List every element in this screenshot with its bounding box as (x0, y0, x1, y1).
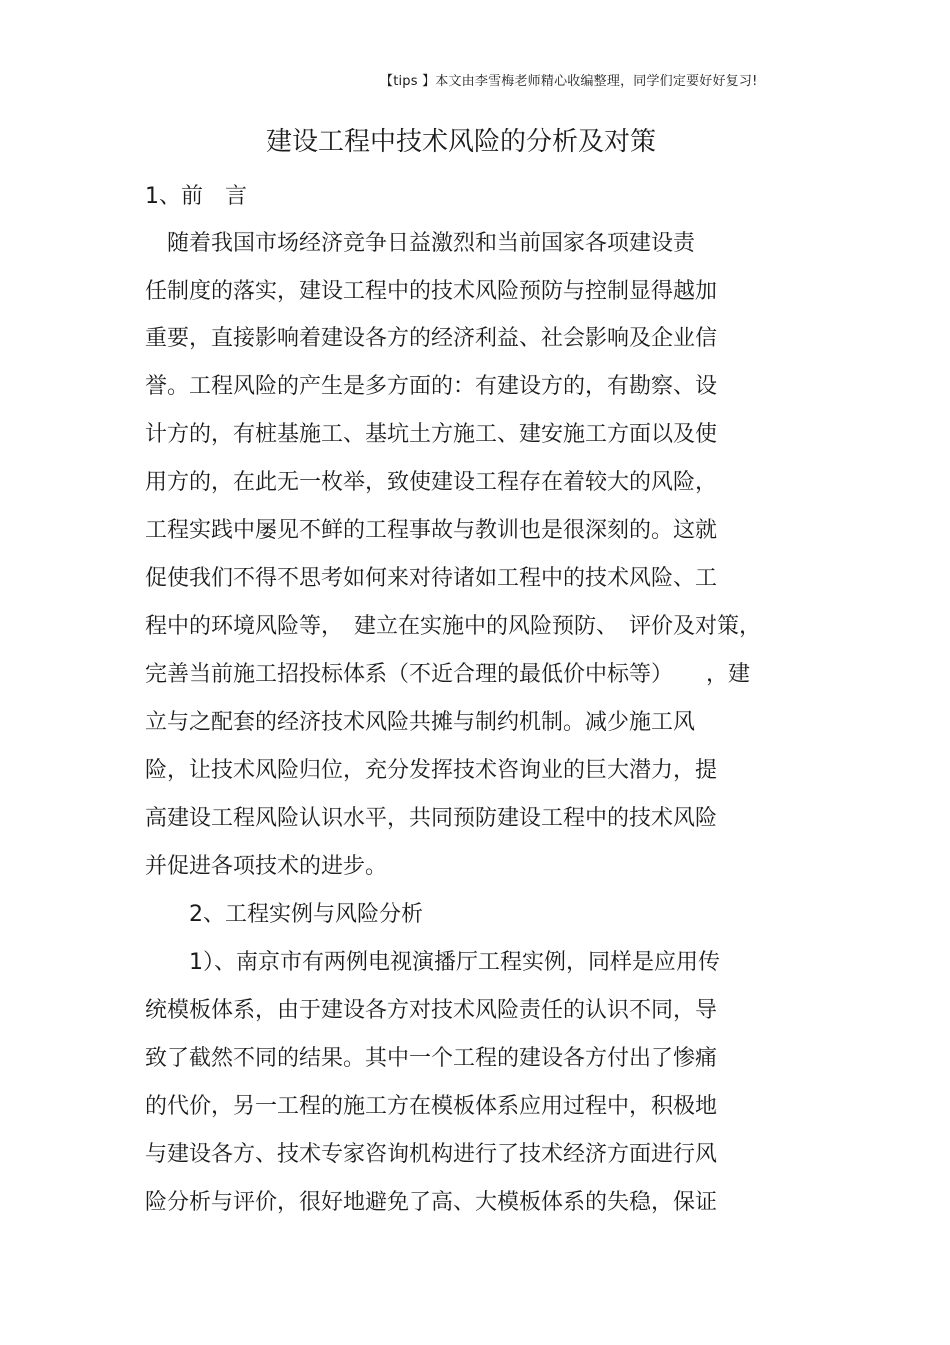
paragraph-line: 立与之配套的经济技术风险共摊与制约机制。减少施工风 (145, 710, 696, 735)
section-heading: 1、前 言 (145, 184, 247, 209)
paragraph-line: 完善当前施工招投标体系（不近合理的最低价中标等） ，建 (145, 662, 751, 687)
paragraph-line: 工程实践中屡见不鲜的工程事故与教训也是很深刻的。这就 (145, 518, 718, 543)
header-tips: 【tips 】本文由李雪梅老师精心收编整理，同学们定要好好复习! (380, 74, 758, 89)
paragraph-line: 重要，直接影响着建设各方的经济利益、社会影响及企业信 (145, 326, 718, 351)
paragraph-line: 1）、南京市有两例电视演播厅工程实例，同样是应用传 (145, 950, 720, 975)
paragraph-line: 与建设各方、技术专家咨询机构进行了技术经济方面进行风 (145, 1142, 718, 1167)
paragraph-line: 高建设工程风险认识水平，共同预防建设工程中的技术风险 (145, 806, 718, 831)
paragraph-line: 用方的，在此无一枚举，致使建设工程存在着较大的风险， (145, 470, 718, 495)
paragraph-line: 统模板体系，由于建设各方对技术风险责任的认识不同，导 (145, 998, 718, 1023)
paragraph-line: 险分析与评价，很好地避免了高、大模板体系的失稳，保证 (145, 1190, 718, 1215)
paragraph-line: 险，让技术风险归位，充分发挥技术咨询业的巨大潜力，提 (145, 758, 718, 783)
paragraph-line: 计方的，有桩基施工、基坑土方施工、建安施工方面以及使 (145, 422, 718, 447)
paragraph-line: 誉。工程风险的产生是多方面的：有建设方的，有勘察、设 (145, 374, 718, 399)
paragraph-line: 任制度的落实，建设工程中的技术风险预防与控制显得越加 (145, 279, 718, 304)
document-title: 建设工程中技术风险的分析及对策 (265, 127, 656, 157)
section-heading: 2、工程实例与风险分析 (145, 902, 423, 927)
paragraph-line: 并促进各项技术的进步。 (145, 854, 388, 879)
paragraph-line: 促使我们不得不思考如何来对待诸如工程中的技术风险、工 (145, 566, 718, 591)
paragraph-line: 致了截然不同的结果。其中一个工程的建设各方付出了惨痛 (145, 1046, 718, 1071)
paragraph-line: 程中的环境风险等， 建立在实施中的风险预防、 评价及对策， (145, 614, 762, 639)
paragraph-line: 随着我国市场经济竞争日益激烈和当前国家各项建设责 (145, 231, 696, 256)
paragraph-line: 的代价，另一工程的施工方在模板体系应用过程中，积极地 (145, 1094, 718, 1119)
